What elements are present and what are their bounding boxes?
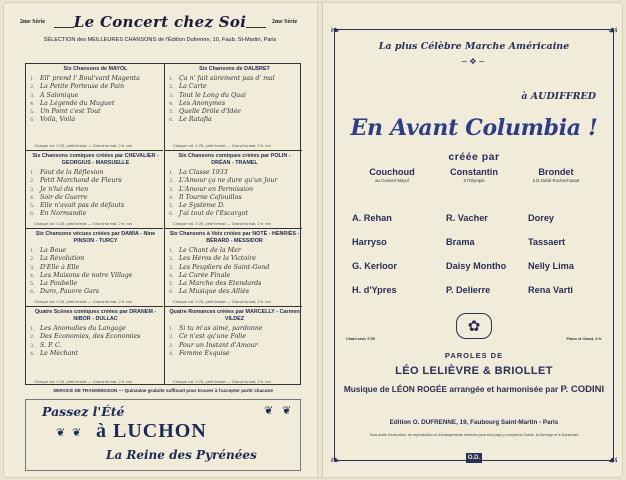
song-section <box>26 306 163 386</box>
performer-venue: au Concert Mayol <box>375 178 409 183</box>
song-number: 5. <box>30 203 35 210</box>
song-list <box>30 247 161 297</box>
luchon-ad <box>25 399 301 471</box>
performer-name: Brondet <box>538 167 574 177</box>
section-title: Six Chansons comiques créées par POLIN - DRÉAN - TRAMEL <box>178 153 291 166</box>
song-title: J'ai tout de l'Escargot <box>179 210 248 218</box>
song-number: 2. <box>169 256 174 263</box>
song-number: 3. <box>30 186 35 193</box>
song-number: 1. <box>30 76 35 82</box>
serie-label-left: 2me Série <box>20 19 46 25</box>
song-number: 5. <box>169 203 174 210</box>
song-item <box>169 342 300 350</box>
song-section <box>26 64 163 150</box>
music-credit <box>326 384 622 395</box>
song-item <box>169 186 300 194</box>
artist-name: H. d'Ypres <box>352 285 397 295</box>
song-list <box>30 325 161 358</box>
song-number: 4. <box>169 272 174 279</box>
song-title: Ell' prend l' Boul'vard Magenta <box>40 75 140 82</box>
song-title: En Avant Columbia ! <box>350 115 598 141</box>
song-number: 3. <box>169 264 174 271</box>
performer-name: Constantin <box>450 167 498 177</box>
song-title: Les Héros de la Victoire <box>179 255 256 263</box>
song-item <box>169 169 300 177</box>
song-title: Je n'lui dis rien <box>40 185 89 193</box>
song-item <box>169 92 300 100</box>
lyrics-label: PAROLES DE <box>444 351 504 360</box>
song-title: S. P. C. <box>40 341 62 349</box>
song-number: 4. <box>30 350 35 357</box>
flower-ornament-icon: ✿ <box>456 313 492 339</box>
leaf-ornament-icon: ❦ <box>282 404 292 417</box>
section-title: Six Chansons de DALBRET <box>199 66 270 72</box>
song-number: 3. <box>169 92 174 99</box>
publisher-badge: O.D. <box>467 455 481 461</box>
corner-ornament-icon: ☙ <box>607 23 619 37</box>
sheet-music-spread <box>4 3 622 477</box>
dedication: à AUDIFFRED <box>521 91 596 102</box>
performer-venue: à l'Olympia <box>463 178 485 183</box>
center-fold <box>317 3 323 477</box>
corner-ornament-icon: ❧ <box>329 23 341 37</box>
song-number: 3. <box>30 92 35 99</box>
song-number: 5. <box>169 109 174 116</box>
performer-name: Couchoud <box>369 167 415 177</box>
song-number: 4. <box>169 100 174 107</box>
song-title: La Classe 1933 <box>179 169 228 176</box>
song-item <box>30 210 161 218</box>
song-number: 6. <box>169 211 174 218</box>
song-number: 1. <box>30 170 35 176</box>
song-section <box>26 228 163 306</box>
song-number: 3. <box>30 342 35 349</box>
cover-subtitle: La plus Célèbre Marche Américaine <box>378 41 570 52</box>
header-rule-left <box>54 27 74 28</box>
song-section <box>165 306 302 386</box>
song-item <box>169 83 300 91</box>
arranger-name: P. CODINI <box>560 384 605 395</box>
song-title: Le Méchant <box>40 349 79 357</box>
song-number: 2. <box>30 178 35 185</box>
song-number: 4. <box>30 194 35 201</box>
song-item <box>169 210 300 218</box>
song-title: Ce n'est qu'une Folie <box>179 333 247 341</box>
performer-3 <box>508 167 604 183</box>
song-item <box>169 177 300 185</box>
song-item <box>30 186 161 194</box>
song-item <box>169 75 300 83</box>
ad-line-3: La Reine des Pyrénées <box>106 448 257 462</box>
section-price: Chaque vol. 0 25, petit format — Grand format, 2 fr. net <box>34 379 132 384</box>
song-number: 5. <box>30 109 35 116</box>
song-number: 4. <box>169 350 174 357</box>
song-item <box>169 350 300 358</box>
artist-name: Daisy Montho <box>446 261 507 271</box>
song-number: 4. <box>30 100 35 107</box>
song-list <box>30 75 161 125</box>
section-price: Chaque vol. 0 25, petit format — Grand format, 2 fr. net <box>173 299 271 304</box>
song-title: La Curée Finale <box>179 271 231 279</box>
section-title: Quatre Romances créées par MARCELLY - Carmen VILDEZ <box>169 309 300 322</box>
section-price: Chaque vol. 0 25, petit format — Grand format, 2 fr. net <box>173 143 271 148</box>
song-title: Des Économies, des Économies <box>40 333 141 341</box>
song-number: 4. <box>169 194 174 201</box>
song-number: 2. <box>30 334 35 341</box>
song-title: En Normandie <box>40 210 87 218</box>
song-title: Il Tourne Cafouillos <box>179 193 242 201</box>
left-page <box>10 7 310 473</box>
song-title: Faut de la Réflexion <box>40 169 104 176</box>
artist-name: Tassaert <box>528 237 566 247</box>
song-number: 6. <box>169 117 174 124</box>
song-title: D'Elle à Elle <box>40 263 80 271</box>
song-title: La Poubelle <box>40 280 78 288</box>
song-section <box>165 64 302 150</box>
song-title: Les Maisons de notre Village <box>40 271 133 279</box>
collection-title: Le Concert chez Soi <box>73 13 247 31</box>
performer-venue: à la Gaîté-Rochechouart <box>532 178 580 183</box>
song-item <box>30 272 161 280</box>
song-item <box>169 325 300 333</box>
song-list <box>169 169 300 219</box>
song-number: 2. <box>30 84 35 91</box>
section-price: Chaque vol. 0 25, petit format — Grand format, 2 fr. net <box>34 143 132 148</box>
song-section <box>165 150 302 228</box>
song-item <box>30 350 161 358</box>
ornament-icon: ~✥~ <box>460 57 488 66</box>
collection-subtitle: SÉLECTION des MEILLEURES CHANSONS de l'Édition Dufrenne, 10, Faub. St-Martin, Paris <box>43 37 277 43</box>
song-item <box>30 116 161 124</box>
song-item <box>30 100 161 108</box>
song-item <box>169 194 300 202</box>
song-item <box>30 255 161 263</box>
song-number: 4. <box>30 272 35 279</box>
song-item <box>30 247 161 255</box>
song-number: 6. <box>30 211 35 218</box>
song-title: Le Chant de la Mer <box>179 247 241 254</box>
header-rule-right <box>246 27 266 28</box>
song-number: 1. <box>169 170 174 176</box>
section-title: Six Chansons à Voix créées par NOTÉ - HENRIÈS - BÉRARD - MESSIDOR <box>169 231 300 244</box>
song-list <box>30 169 161 219</box>
song-number: 1. <box>169 248 174 254</box>
song-number: 3. <box>30 264 35 271</box>
song-number: 2. <box>169 178 174 185</box>
publisher-line: Edition O. DUFRENNE, 19, Faubourg Saint-Martin - Paris <box>389 419 559 426</box>
song-title: Duro, Pauvre Gars <box>40 288 99 296</box>
leaf-ornament-icon: ❦ <box>56 426 66 439</box>
song-item <box>30 264 161 272</box>
song-number: 1. <box>30 248 35 254</box>
song-title: Les Anonymes <box>179 99 226 107</box>
song-number: 5. <box>30 281 35 288</box>
price-voice: Chant seul, 0 50 <box>346 337 375 341</box>
section-title: Six Chansons vécues créées par DAMIA - Nine PINSON - TURCY <box>35 231 156 244</box>
song-item <box>169 255 300 263</box>
song-list <box>169 325 300 358</box>
song-title: Tout le Long du Quai <box>179 91 246 99</box>
artist-name: Nelly Lima <box>528 261 574 271</box>
song-title: Petit Marchand de Fleurs <box>40 177 122 185</box>
song-item <box>169 100 300 108</box>
song-number: 1. <box>169 326 174 332</box>
ad-line-1: Passez l'Été <box>42 404 125 419</box>
song-item <box>169 288 300 296</box>
song-list-grid <box>25 63 301 385</box>
song-list <box>169 247 300 297</box>
artist-name: G. Kerloor <box>352 261 397 271</box>
song-number: 3. <box>169 342 174 349</box>
song-item <box>169 280 300 288</box>
song-number: 6. <box>30 289 35 296</box>
song-number: 2. <box>169 84 174 91</box>
song-item <box>169 247 300 255</box>
artist-name: P. Delierre <box>446 285 491 295</box>
song-number: 2. <box>169 334 174 341</box>
song-title: Un Point c'est Tout <box>40 108 101 116</box>
leaf-ornament-icon: ❦ <box>72 426 82 439</box>
left-header <box>10 13 310 33</box>
price-piano: Piano et Chant, 3 fr. <box>566 337 602 341</box>
leaf-ornament-icon: ❦ <box>264 404 274 417</box>
song-number: 2. <box>30 256 35 263</box>
created-by-label: créée par <box>448 151 500 163</box>
song-item <box>30 288 161 296</box>
song-title: La Boue <box>40 247 67 254</box>
song-item <box>169 108 300 116</box>
legal-notice: Tous droits d'exécution, de reproduction et d'arrangements réservés pour tous pays y compris la Suède, la Norvège et le Danemark <box>369 433 579 437</box>
section-price: Chaque vol. 0 25, petit format — Grand format, 2 fr. net <box>34 221 132 226</box>
section-title: Quatre Scènes comiques créées par DRANEM - NIBOR - DULLAC <box>34 309 157 322</box>
song-item <box>30 342 161 350</box>
music-credit-text: Musique de LÉON ROGÉE arrangée et harmonisée par <box>343 384 559 394</box>
song-item <box>30 194 161 202</box>
song-item <box>30 333 161 341</box>
corner-ornament-icon: ❧ <box>329 453 341 467</box>
song-title: L'Amour ça ne dure qu'un Jour <box>179 177 278 185</box>
song-title: La Marche des Étendards <box>179 280 262 288</box>
song-item <box>30 108 161 116</box>
song-number: 1. <box>169 76 174 82</box>
corner-ornament-icon: ☙ <box>607 453 619 467</box>
song-number: 1. <box>30 326 35 332</box>
song-title: Pour un Instant d'Amour <box>179 341 258 349</box>
song-item <box>30 75 161 83</box>
song-title: La Révolution <box>40 255 85 263</box>
song-item <box>169 264 300 272</box>
song-title: Quelle Drôle d'Idée <box>179 108 242 116</box>
right-page <box>326 7 622 473</box>
section-title: Six Chansons de MAYOL <box>63 66 128 72</box>
song-number: 3. <box>169 186 174 193</box>
song-number: 6. <box>30 117 35 124</box>
artist-name: R. Vacher <box>446 213 488 223</box>
song-title: Si tu m'as aimé, pardonne <box>179 325 263 332</box>
song-number: 5. <box>169 281 174 288</box>
song-title: Soir de Guerre <box>40 193 88 201</box>
song-item <box>169 202 300 210</box>
section-price: Chaque vol. 0 25, petit format — Grand format, 2 fr. net <box>34 299 132 304</box>
song-number: 6. <box>169 289 174 296</box>
artist-name: Brama <box>446 237 475 247</box>
section-price: Chaque vol. 0 25, petit format — Grand format, 2 fr. net <box>173 221 271 226</box>
section-price: Chaque vol. 0 25, petit format — Grand format, 2 fr. net <box>173 379 271 384</box>
artist-name: Harryso <box>352 237 387 247</box>
artist-name: A. Rehan <box>352 213 392 223</box>
lyricists: LÉO LELIÈVRE & BRIOLLET <box>395 365 553 377</box>
ad-line-2: à LUCHON <box>96 420 207 442</box>
song-item <box>30 169 161 177</box>
song-item <box>169 272 300 280</box>
song-title: A Salonique <box>40 91 79 99</box>
song-title: Femme Exquise <box>179 349 230 357</box>
song-title: Les Anomalies du Langage <box>40 325 126 332</box>
song-item <box>30 92 161 100</box>
song-section <box>165 228 302 306</box>
song-title: Ça n' fait sûrement pas d' mal <box>179 75 275 82</box>
song-item <box>30 83 161 91</box>
song-title: Le Ratafia <box>179 116 212 124</box>
song-title: Le Système D. <box>179 202 225 210</box>
song-title: Elle n'avait pas de défauts <box>40 202 125 210</box>
song-title: La Musique des Alliés <box>179 288 250 296</box>
artist-name: Dorey <box>528 213 555 223</box>
song-list <box>169 75 300 125</box>
song-item <box>30 280 161 288</box>
song-item <box>30 325 161 333</box>
song-section <box>26 150 163 228</box>
song-title: Les Peupliers de Saint-Gond <box>179 263 270 271</box>
song-title: Voilà, Voilà <box>40 116 76 124</box>
section-title: Six Chansons comiques créées par CHEVALIER - GEORGIUS - MARSUELLE <box>32 153 159 166</box>
song-item <box>30 177 161 185</box>
service-note: SERVICE DE TRANSMISSION — Quinzaine gratuite suffisant pour trouver à l'accepter partir chacune <box>53 388 273 393</box>
song-item <box>169 333 300 341</box>
song-title: La Petite Porteuse de Pain <box>40 83 125 91</box>
song-title: L'Amour en Permission <box>179 185 254 193</box>
song-item <box>169 116 300 124</box>
song-title: La Légende du Muguet <box>40 99 115 107</box>
song-item <box>30 202 161 210</box>
artist-name: Rena Varti <box>528 285 573 295</box>
serie-label-right: 2me Série <box>272 19 298 25</box>
song-title: La Carte <box>179 83 207 91</box>
